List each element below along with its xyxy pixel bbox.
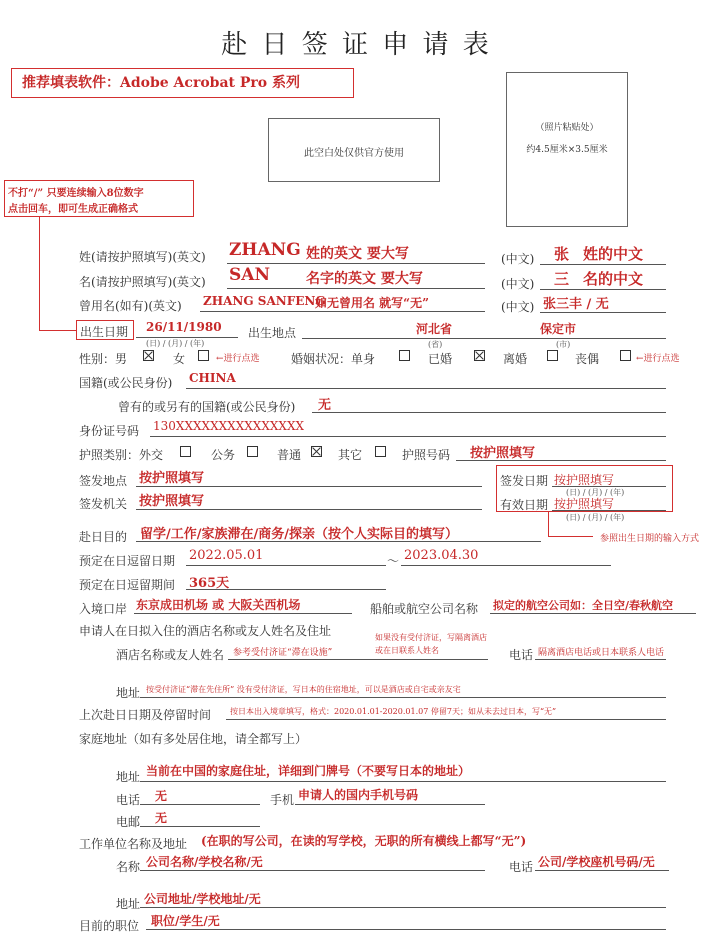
issue-date-value[interactable]: 按护照填写 <box>554 473 615 487</box>
passport-no-line <box>456 460 666 461</box>
given-line <box>227 288 485 289</box>
airline-label: 船舶或航空公司名称 <box>370 602 479 616</box>
work-tel-value[interactable]: 公司/学校座机号码/无 <box>538 855 655 869</box>
surname-cn-label: (中文) <box>501 252 535 266</box>
marital-single-checkbox[interactable] <box>399 350 410 361</box>
issue-place-label: 签发地点 <box>79 474 128 488</box>
hotel-section-label: 申请人在日拟入住的酒店名称或友人姓名及住址 <box>79 624 332 638</box>
passport-no-value[interactable]: 按护照填写 <box>470 446 536 461</box>
former-nationality-value[interactable]: 无 <box>318 398 332 413</box>
photo-box-line2: 约4.5厘米×3.5厘米 <box>526 145 608 155</box>
position-value[interactable]: 职位/学生/无 <box>151 914 220 928</box>
software-note: 推荐填表软件：Adobe Acrobat Pro 系列 <box>11 68 354 98</box>
birth-place-label: 出生地点 <box>248 326 297 340</box>
email-value[interactable]: 无 <box>155 811 168 825</box>
passport-official-label: 公务 <box>211 448 236 462</box>
hotel-address-label: 地址 <box>116 686 141 700</box>
passport-diplomatic-checkbox[interactable] <box>180 446 191 457</box>
birth-city[interactable]: 保定市 <box>540 322 577 336</box>
issue-date-label: 签发日期 <box>500 474 549 488</box>
issue-date-hint: (日) / (月) / (年) <box>566 488 625 497</box>
work-section-label: 工作单位名称及地址 <box>79 837 188 851</box>
port-label: 入境口岸 <box>79 602 128 616</box>
airline-line <box>490 613 696 614</box>
stay-date-to-line <box>401 565 611 566</box>
id-card-line <box>150 436 666 437</box>
issue-authority-line <box>136 509 482 510</box>
nationality-line <box>186 388 666 389</box>
passport-other-label: 其它 <box>338 448 363 462</box>
former-value[interactable]: ZHANG SANFENG <box>203 294 326 308</box>
purpose-line <box>136 541 541 542</box>
marital-widowed-label: 丧偶 <box>575 352 600 366</box>
birth-province-hint: (省) <box>428 340 443 349</box>
surname-cn-value[interactable]: 张 <box>554 245 570 263</box>
work-name-value[interactable]: 公司名称/学校名称/无 <box>146 855 263 869</box>
mobile-line <box>295 804 485 805</box>
purpose-value[interactable]: 留学/工作/家族滞在/商务/探亲（按个人实际目的填写） <box>140 527 458 542</box>
mobile-label: 手机 <box>270 793 295 807</box>
home-tel-value[interactable]: 无 <box>155 789 168 803</box>
work-address-line <box>140 907 666 908</box>
nationality-label: 国籍(或公民身份) <box>79 376 173 390</box>
given-cn-note: 名的中文 <box>583 270 644 288</box>
surname-line <box>227 263 485 264</box>
hotel-note2: 或在日联系人姓名 <box>375 646 439 655</box>
hotel-tel-line <box>535 659 666 660</box>
marital-label: 婚姻状况：单身 <box>291 352 376 366</box>
stay-date-from[interactable]: 2022.05.01 <box>189 548 264 563</box>
marital-married-label: 已婚 <box>428 352 453 366</box>
sex-label: 性别：男 <box>79 352 128 366</box>
given-label: 名(请按护照填写)(英文) <box>79 275 206 289</box>
last-visit-line <box>226 719 666 720</box>
given-value[interactable]: SAN <box>229 265 271 285</box>
stay-date-to[interactable]: 2023.04.30 <box>404 548 479 563</box>
former-cn-line <box>540 312 666 313</box>
expiry-date-hint: (日) / (月) / (年) <box>566 513 625 522</box>
hotel-tel-value[interactable]: 隔离酒店电话或日本联系人电话 <box>538 648 665 658</box>
work-tel-label: 电话 <box>509 860 534 874</box>
hotel-value[interactable]: 参考受付济证“滞在设施” <box>233 648 333 658</box>
date-tip-connector-v <box>39 217 40 331</box>
stay-period-line <box>186 589 386 590</box>
stay-period-label: 预定在日逗留期间 <box>79 578 176 592</box>
surname-cn-note: 姓的中文 <box>583 245 644 263</box>
former-line <box>200 311 485 312</box>
birth-value[interactable]: 26/11/1980 <box>146 320 222 334</box>
sex-tip: ←进行点选 <box>216 354 260 364</box>
mobile-value[interactable]: 申请人的国内手机号码 <box>298 788 419 802</box>
position-line <box>146 929 666 930</box>
former-cn-value[interactable]: 张三丰 / 无 <box>543 297 609 312</box>
marital-divorced-checkbox[interactable] <box>547 350 558 361</box>
passport-official-checkbox[interactable] <box>247 446 258 457</box>
former-note: 如无曾用名 就写“无” <box>315 296 429 310</box>
stay-date-from-line <box>186 565 386 566</box>
last-visit-label: 上次赴日日期及停留时间 <box>79 708 212 722</box>
date-tip-line2: 点击回车，即可生成正确格式 <box>8 204 138 215</box>
marital-married-checkbox[interactable] <box>474 350 485 361</box>
given-cn-label: (中文) <box>501 277 535 291</box>
given-cn-line <box>540 289 666 290</box>
surname-label: 姓(请按护照填写)(英文) <box>79 250 206 264</box>
birth-city-hint: (市) <box>556 340 571 349</box>
hotel-address-line <box>140 697 666 698</box>
passport-other-checkbox[interactable] <box>375 446 386 457</box>
marital-widowed-checkbox[interactable] <box>620 350 631 361</box>
email-line <box>140 826 260 827</box>
home-section-label: 家庭地址（如有多处居住地，请全都写上） <box>79 732 308 746</box>
date-box-connector-h <box>548 536 593 537</box>
date-tip-connector-h <box>39 330 76 331</box>
stay-dates-label: 预定在日逗留日期 <box>79 554 176 568</box>
hotel-label: 酒店名称或友人姓名 <box>116 648 225 662</box>
former-label: 曾用名(如有)(英文) <box>79 299 182 313</box>
home-tel-label: 电话 <box>116 793 141 807</box>
surname-note: 姓的英文 要大写 <box>306 246 409 262</box>
email-label: 电邮 <box>116 815 141 829</box>
expiry-date-line <box>552 510 666 511</box>
sex-female-label: 女 <box>173 352 186 366</box>
birth-label: 出生日期 <box>80 325 129 339</box>
former-nationality-line <box>312 412 666 413</box>
home-address-label: 地址 <box>116 770 141 784</box>
issue-place-value[interactable]: 按护照填写 <box>139 471 205 486</box>
work-address-label: 地址 <box>116 897 141 911</box>
photo-box-line1: （照片粘贴处） <box>535 123 599 133</box>
former-nationality-label: 曾有的或另有的国籍(或公民身份) <box>118 400 296 414</box>
work-name-label: 名称 <box>116 860 141 874</box>
given-cn-value[interactable]: 三 <box>554 270 570 288</box>
official-use-text: 此空白处仅供官方使用 <box>304 148 404 159</box>
surname-cn-line <box>540 264 666 265</box>
date-tip-line1: 不打“/” 只要连续输入8位数字 <box>8 188 144 199</box>
expiry-date-label: 有效日期 <box>500 498 549 512</box>
home-tel-line <box>140 804 260 805</box>
date-box-note: 参照出生日期的输入方式 <box>600 534 700 544</box>
hotel-address-value[interactable]: 按受付济证“滞在先住所” 没有受付济证，写日本的住宿地址，可以是酒店或自宅或亲友宅 <box>146 685 461 694</box>
last-visit-value[interactable]: 按日本出入境章填写，格式：2020.01.01-2020.01.07 停留7天；如从未去过日本，写“无” <box>230 707 557 716</box>
issue-authority-label: 签发机关 <box>79 497 128 511</box>
form-title: 赴 日 签 证 申 请 表 <box>221 30 492 60</box>
passport-ordinary-label: 普通 <box>277 448 302 462</box>
work-address-value[interactable]: 公司地址/学校地址/无 <box>144 892 261 906</box>
stay-dates-sep: ～ <box>387 554 400 568</box>
former-cn-label: (中文) <box>501 300 535 314</box>
given-note: 名字的英文 要大写 <box>306 271 423 287</box>
hotel-note1: 如果没有受付济证，写隔离酒店 <box>375 633 487 642</box>
issue-place-line <box>136 486 482 487</box>
issue-authority-value[interactable]: 按护照填写 <box>139 494 205 509</box>
purpose-label: 赴日目的 <box>79 530 128 544</box>
hotel-tel-label: 电话 <box>509 648 534 662</box>
nationality-value[interactable]: CHINA <box>189 371 236 385</box>
work-name-line <box>140 870 485 871</box>
birth-place-line <box>302 338 666 339</box>
passport-no-label: 护照号码 <box>402 448 451 462</box>
stay-period-value[interactable]: 365天 <box>189 576 230 591</box>
expiry-date-value[interactable]: 按护照填写 <box>554 497 615 511</box>
home-address-value[interactable]: 当前在中国的家庭住址，详细到门牌号（不要写日本的地址） <box>146 764 471 778</box>
work-tel-line <box>535 870 669 871</box>
id-card-label: 身份证号码 <box>79 424 140 438</box>
birth-hint: (日) / (月) / (年) <box>146 339 205 348</box>
birth-province[interactable]: 河北省 <box>416 322 453 336</box>
passport-type-label: 护照类别：外交 <box>79 448 164 462</box>
surname-value[interactable]: ZHANG <box>229 240 301 260</box>
port-line <box>134 613 352 614</box>
passport-ordinary-checkbox[interactable] <box>311 446 322 457</box>
id-card-value[interactable]: 130XXXXXXXXXXXXXXX <box>153 419 305 433</box>
sex-female-checkbox[interactable] <box>198 350 209 361</box>
port-value[interactable]: 东京成田机场 或 大阪关西机场 <box>136 598 301 612</box>
work-section-note: (在职的写公司，在读的写学校，无职的所有横线上都写“无”) <box>201 834 527 848</box>
home-address-line <box>140 781 666 782</box>
marital-divorced-label: 离婚 <box>503 352 528 366</box>
position-label: 目前的职位 <box>79 919 140 933</box>
sex-male-checkbox[interactable] <box>143 350 154 361</box>
date-box-connector-v <box>548 512 549 537</box>
marital-tip: ←进行点选 <box>636 354 680 364</box>
airline-value[interactable]: 拟定的航空公司如：全日空/春秋航空 <box>493 599 674 612</box>
hotel-line <box>228 659 488 660</box>
